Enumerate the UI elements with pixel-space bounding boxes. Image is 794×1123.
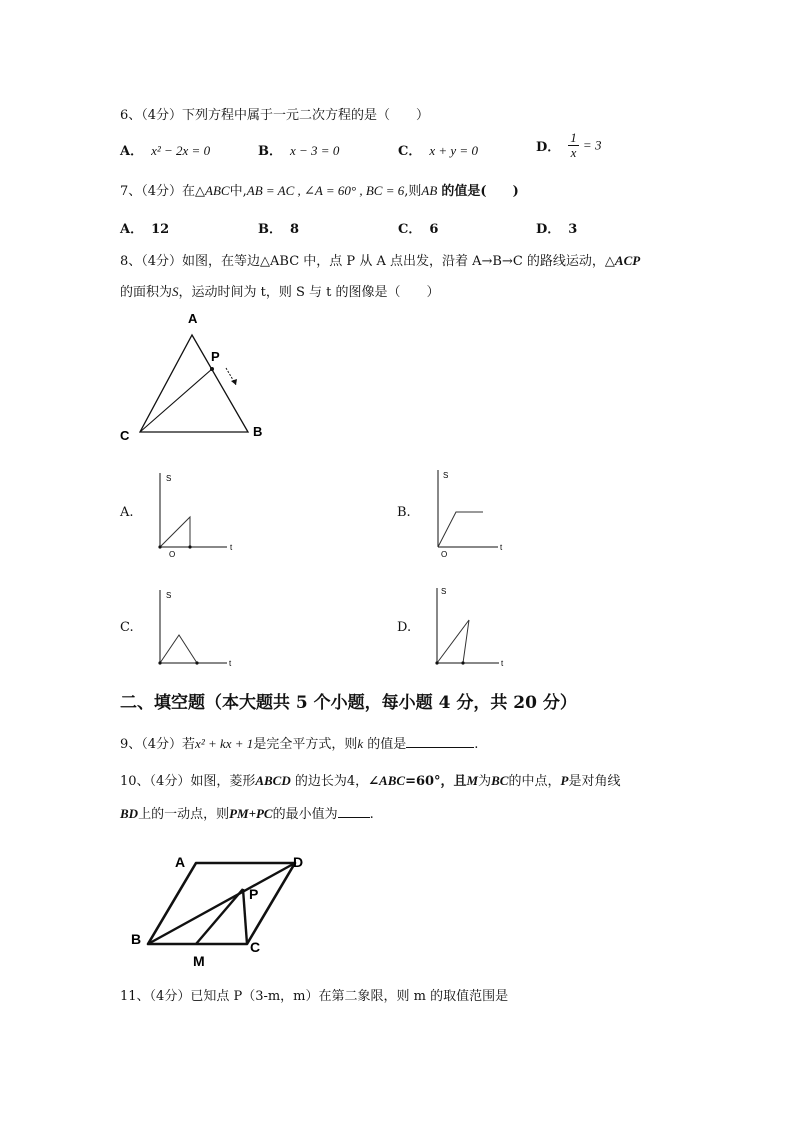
math: ABCD (255, 773, 291, 788)
label-c: C (120, 428, 130, 443)
q8-prompt-line1 (120, 250, 640, 269)
math: P (560, 773, 569, 788)
label-p: P (249, 886, 259, 902)
text: . (369, 807, 374, 822)
rhombus-figure (125, 845, 325, 970)
label-a: A (175, 854, 186, 870)
origin-dot (435, 661, 438, 664)
graph-a[interactable] (145, 465, 250, 560)
label-p: P (211, 349, 220, 364)
origin-label: O (169, 550, 176, 559)
q6-option-a[interactable] (120, 140, 210, 159)
text: 的值是 (367, 737, 407, 752)
option-text: 8 (290, 222, 300, 237)
origin-dot (158, 545, 161, 548)
section-title: 二、填空题（本大题共 5 个小题，每小题 4 分，共 20 分） (120, 693, 577, 713)
text: 的中点， (508, 774, 561, 789)
x-label: t (229, 659, 232, 668)
q9-prompt (120, 733, 478, 752)
q7-prompt (120, 180, 519, 199)
math: S (172, 284, 179, 299)
option-label: C． (398, 222, 422, 237)
answer-blank[interactable] (338, 805, 370, 818)
q6-option-c[interactable] (398, 140, 478, 159)
math: AB = AC , ∠A = 60° , BC = 6 (246, 183, 405, 198)
q11-prompt: 11、（4分）已知点 P（3-m，m）在第二象限，则 m 的取值范围是 (120, 989, 509, 1004)
text: 的值是( ) (441, 184, 519, 199)
graph-c[interactable] (145, 582, 250, 674)
math: PM+PC (229, 806, 273, 821)
origin-dot (158, 661, 161, 664)
text: 10、（4分）如图，菱形 (120, 774, 256, 789)
q7-option-d[interactable] (536, 218, 585, 237)
text: 是对角线 (568, 774, 621, 789)
q10-prompt-line1 (120, 770, 620, 789)
x-label: t (500, 543, 503, 552)
label-b: B (131, 931, 142, 947)
label-c: C (250, 939, 261, 955)
math: ACP (614, 253, 641, 268)
diagonal-bd (148, 863, 295, 944)
text: 的最小值为 (272, 807, 338, 822)
label-b: B (253, 424, 263, 439)
graph-a-label[interactable]: A. (120, 505, 134, 520)
y-label: S (441, 587, 447, 596)
label-m: M (193, 953, 205, 969)
text: 为 (478, 774, 492, 789)
math: AB (421, 183, 438, 198)
math: k (357, 736, 364, 751)
q6-option-d[interactable] (536, 131, 601, 160)
x-label: t (501, 659, 504, 668)
text: 上的一动点，则 (138, 807, 230, 822)
option-text: 3 (568, 222, 578, 237)
graph-curve (437, 620, 469, 663)
graph-b-label[interactable]: B. (397, 505, 411, 520)
graph-d[interactable] (423, 580, 518, 674)
q8-prompt-line2 (120, 281, 440, 300)
segment-cp (140, 369, 212, 432)
fraction (568, 131, 579, 160)
label-a: A (188, 311, 198, 326)
text: 是完全平方式，则 (253, 737, 358, 752)
text: 的边长为4， (294, 774, 369, 789)
segment-mp (196, 889, 243, 944)
text: ，运动时间为 t，则 S 与 t 的图像是（ ） (178, 285, 440, 300)
end-dot (188, 545, 191, 548)
label-d: D (293, 854, 304, 870)
graph-curve (438, 512, 483, 547)
arrow-head (231, 379, 237, 385)
graph-b[interactable] (423, 462, 518, 560)
text: 中, (229, 184, 247, 199)
graph-curve (160, 517, 190, 547)
y-label: S (166, 591, 172, 600)
text: . (474, 737, 479, 752)
graph-curve (160, 635, 197, 663)
option-label: B． (258, 222, 282, 237)
q6-prompt: 6、（4分）下列方程中属于一元二次方程的是（ ） (120, 108, 430, 123)
text: 7、（4分）在 (120, 184, 196, 199)
option-label: C． (398, 144, 422, 159)
math: BC (491, 773, 509, 788)
option-label: A． (120, 144, 144, 159)
math: BD (120, 806, 139, 821)
triangle-figure (110, 305, 280, 445)
text: ,则 (404, 184, 422, 199)
option-text: x² − 2x = 0 (151, 143, 211, 158)
text: 8、（4分）如图，在等边△ABC 中，点 P 从 A 点出发，沿着 A→B→C 的路线运动，△ (120, 254, 615, 269)
end-dot (195, 661, 198, 664)
option-text: x + y = 0 (429, 143, 478, 158)
q6-option-b[interactable] (258, 140, 339, 159)
option-text: x − 3 = 0 (290, 143, 340, 158)
graph-d-label[interactable]: D. (397, 620, 412, 635)
option-text: 6 (429, 222, 439, 237)
option-text: 12 (151, 222, 170, 237)
math: ∠ABC (368, 773, 406, 788)
graph-c-label[interactable]: C. (120, 620, 134, 635)
y-label: S (166, 474, 172, 483)
fraction-denominator: x (570, 145, 577, 160)
q7-option-b[interactable] (258, 218, 307, 237)
origin-label: O (441, 550, 448, 559)
text: 9、（4分）若 (120, 737, 196, 752)
fraction-numerator: 1 (570, 130, 577, 145)
math: △ABC (195, 183, 230, 198)
segment-pc (243, 889, 247, 944)
point-p (210, 367, 214, 371)
q7-option-a[interactable] (120, 218, 177, 237)
option-text: = 3 (582, 137, 602, 153)
q10-prompt-line2 (120, 803, 374, 822)
math: x² + kx + 1 (195, 736, 254, 751)
end-dot (461, 661, 464, 664)
option-label: B． (258, 144, 282, 159)
option-label: D． (536, 140, 561, 155)
text: =60°，且 (405, 774, 467, 789)
x-label: t (230, 543, 233, 552)
math: M (466, 773, 479, 788)
option-label: A． (120, 222, 144, 237)
text: 的面积为 (120, 285, 173, 300)
q7-option-c[interactable] (398, 218, 446, 237)
y-label: S (443, 471, 449, 480)
option-label: D． (536, 222, 561, 237)
answer-blank[interactable] (406, 735, 474, 748)
